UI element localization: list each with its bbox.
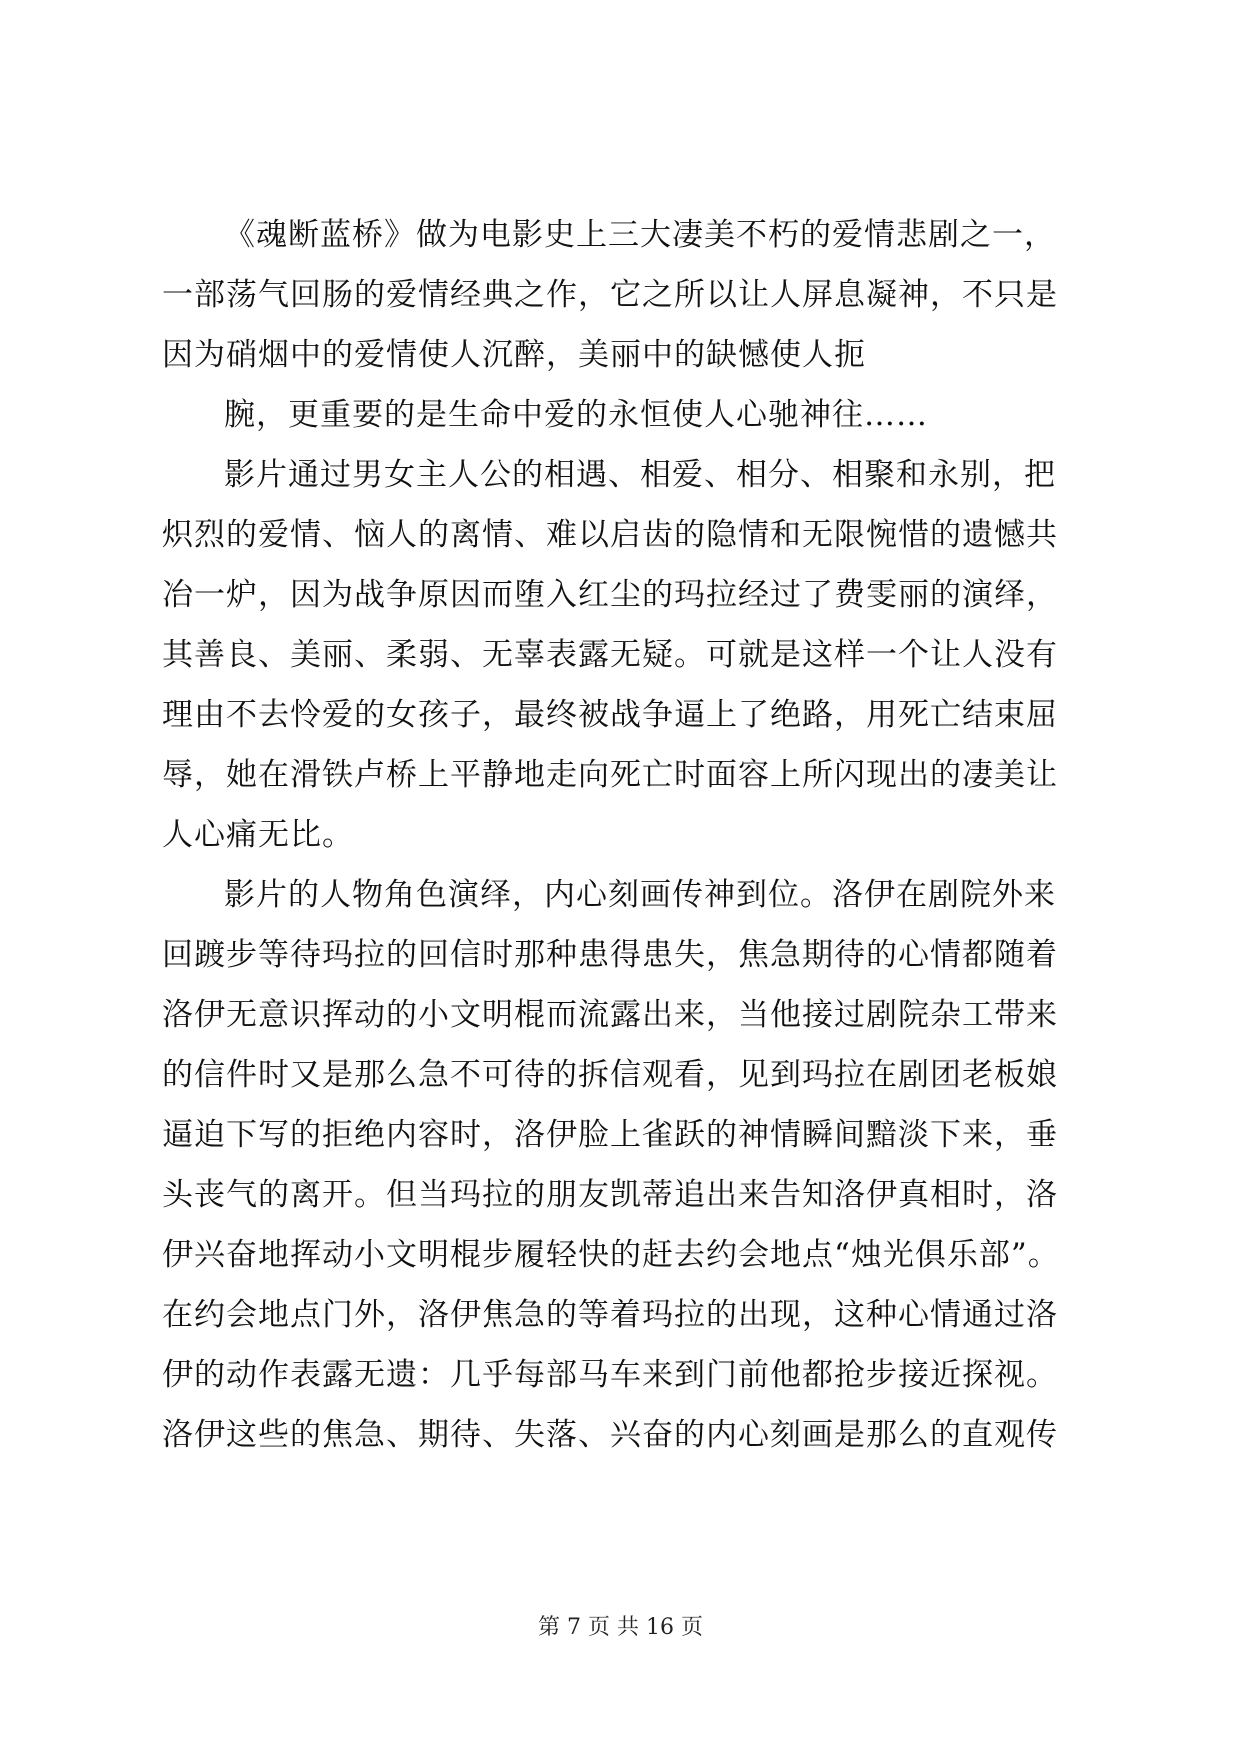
text-line: 人心痛无比。 — [162, 817, 354, 853]
text-line: 腕，更重要的是生命中爱的永恒使人心驰神往…… — [224, 397, 928, 433]
text-line: 一部荡气回肠的爱情经典之作，它之所以让人屏息凝神，不只是 — [162, 277, 1058, 313]
text-line: 冶一炉，因为战争原因而堕入红尘的玛拉经过了费雯丽的演绎， — [162, 577, 1058, 613]
text-line: 因为硝烟中的爱情使人沉醉，美丽中的缺憾使人扼 — [162, 337, 866, 373]
text-line: 伊兴奋地挥动小文明棍步履轻快的赶去约会地点“烛光俱乐部”。 — [162, 1237, 1060, 1273]
text-line: 的信件时又是那么急不可待的拆信观看，见到玛拉在剧团老板娘 — [162, 1057, 1058, 1093]
document-body — [162, 205, 1087, 1465]
text-line: 伊的动作表露无遗：几乎每部马车来到门前他都抢步接近探视。 — [162, 1357, 1058, 1393]
text-line: 回踱步等待玛拉的回信时那种患得患失，焦急期待的心情都随着 — [162, 937, 1058, 973]
text-line: 炽烈的爱情、恼人的离情、难以启齿的隐情和无限惋惜的遗憾共 — [162, 517, 1058, 553]
text-line: 理由不去怜爱的女孩子，最终被战争逼上了绝路，用死亡结束屈 — [162, 697, 1058, 733]
page-number-footer: 第 7 页 共 16 页 — [538, 1615, 703, 1640]
text-line: 在约会地点门外，洛伊焦急的等着玛拉的出现，这种心情通过洛 — [162, 1297, 1058, 1333]
text-line: 逼迫下写的拒绝内容时，洛伊脸上雀跃的神情瞬间黯淡下来，垂 — [162, 1117, 1058, 1153]
text-line: 影片通过男女主人公的相遇、相爱、相分、相聚和永别，把 — [224, 457, 1056, 493]
text-line: 头丧气的离开。但当玛拉的朋友凯蒂追出来告知洛伊真相时，洛 — [162, 1177, 1058, 1213]
text-line: 洛伊无意识挥动的小文明棍而流露出来，当他接过剧院杂工带来 — [162, 997, 1058, 1033]
text-line: 《魂断蓝桥》做为电影史上三大凄美不朽的爱情悲剧之一， — [224, 217, 1056, 253]
text-line: 影片的人物角色演绎，内心刻画传神到位。洛伊在剧院外来 — [224, 877, 1056, 913]
text-line: 其善良、美丽、柔弱、无辜表露无疑。可就是这样一个让人没有 — [162, 637, 1058, 673]
text-line: 辱，她在滑铁卢桥上平静地走向死亡时面容上所闪现出的凄美让 — [162, 757, 1058, 793]
text-line: 洛伊这些的焦急、期待、失落、兴奋的内心刻画是那么的直观传 — [162, 1417, 1058, 1453]
